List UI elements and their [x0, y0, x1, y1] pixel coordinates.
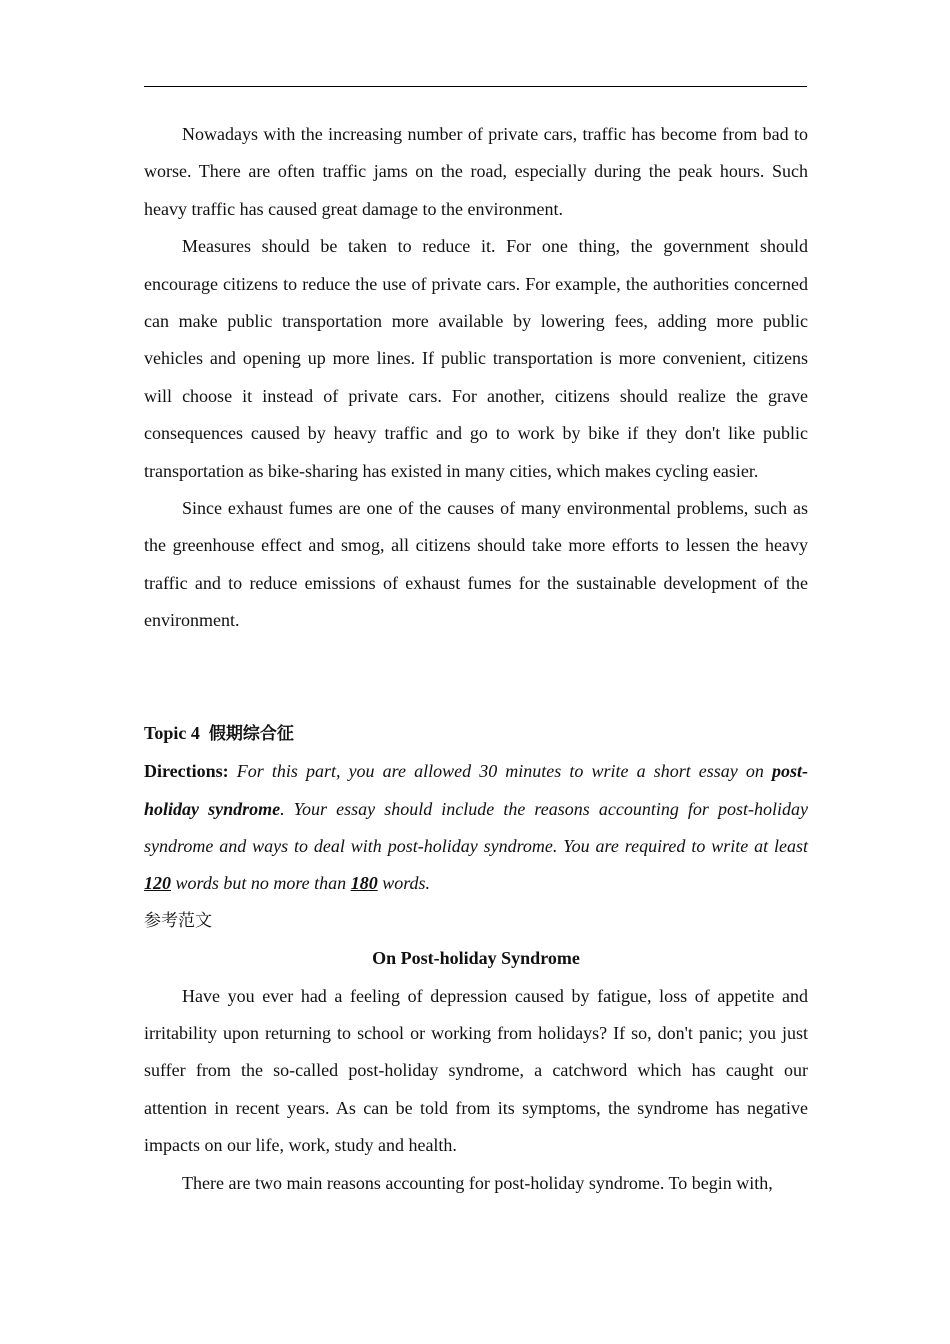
- essay3-paragraph-2: Measures should be taken to reduce it. For one thing, the government should encourage citizens to reduce the use of private cars. For example, the authorities concerned can make public transportation more available by lowering fees, adding more public vehicles and opening up more lines. If public transportation is more convenient, citizens will choose it instead of private cars. For another, citizens should realize the grave consequences caused by heavy traffic and go to work by bike if they don't like public transportation as bike-sharing has existed in many cities, which makes cycling easier.: [144, 236, 808, 481]
- topic-label: Topic 4: [144, 722, 200, 743]
- document-body: [144, 116, 808, 1202]
- directions-text-4: words.: [377, 873, 431, 894]
- min-words: 120: [144, 873, 171, 894]
- directions-keyword: post-holiday syndrome: [144, 761, 808, 819]
- directions-text-1: For this part, you are allowed 30 minutes to write a short essay on: [228, 761, 772, 782]
- max-words: 180: [350, 873, 378, 894]
- directions-text-2: . Your essay should include the reasons accounting for post-holiday syndrome and ways to deal with post-holiday syndrome. You are required to write at least: [144, 798, 808, 856]
- header-rule: [144, 86, 807, 87]
- topic-title-cn: 假期综合征: [208, 723, 294, 744]
- section-spacer: [144, 640, 808, 715]
- directions: [144, 753, 808, 903]
- reference-essay-label: 参考范文: [144, 910, 212, 931]
- essay4-paragraph-2: There are two main reasons accounting for post-holiday syndrome. To begin with,: [182, 1172, 773, 1193]
- directions-label: Directions:: [144, 761, 229, 782]
- essay-title: On Post-holiday Syndrome: [372, 948, 580, 969]
- directions-text-3: words but no more than: [171, 873, 351, 894]
- essay4-paragraph-1: Have you ever had a feeling of depression caused by fatigue, loss of appetite and irritability upon returning to school or working from holidays? If so, don't panic; you just suffer from the so-called post-holiday syndrome, a catchword which has caught our attention in recent years. As can be told from its symptoms, the syndrome has negative impacts on our life, work, study and health.: [144, 985, 808, 1156]
- essay3-paragraph-3: Since exhaust fumes are one of the causes of many environmental problems, such as the greenhouse effect and smog, all citizens should take more efforts to lessen the heavy traffic and to reduce emissions of exhaust fumes for the sustainable development of the environment.: [144, 498, 808, 631]
- topic-heading: [144, 715, 808, 753]
- essay3-paragraph-1: Nowadays with the increasing number of private cars, traffic has become from bad to worse. There are often traffic jams on the road, especially during the peak hours. Such heavy traffic has caused great damage to the environment.: [144, 124, 808, 219]
